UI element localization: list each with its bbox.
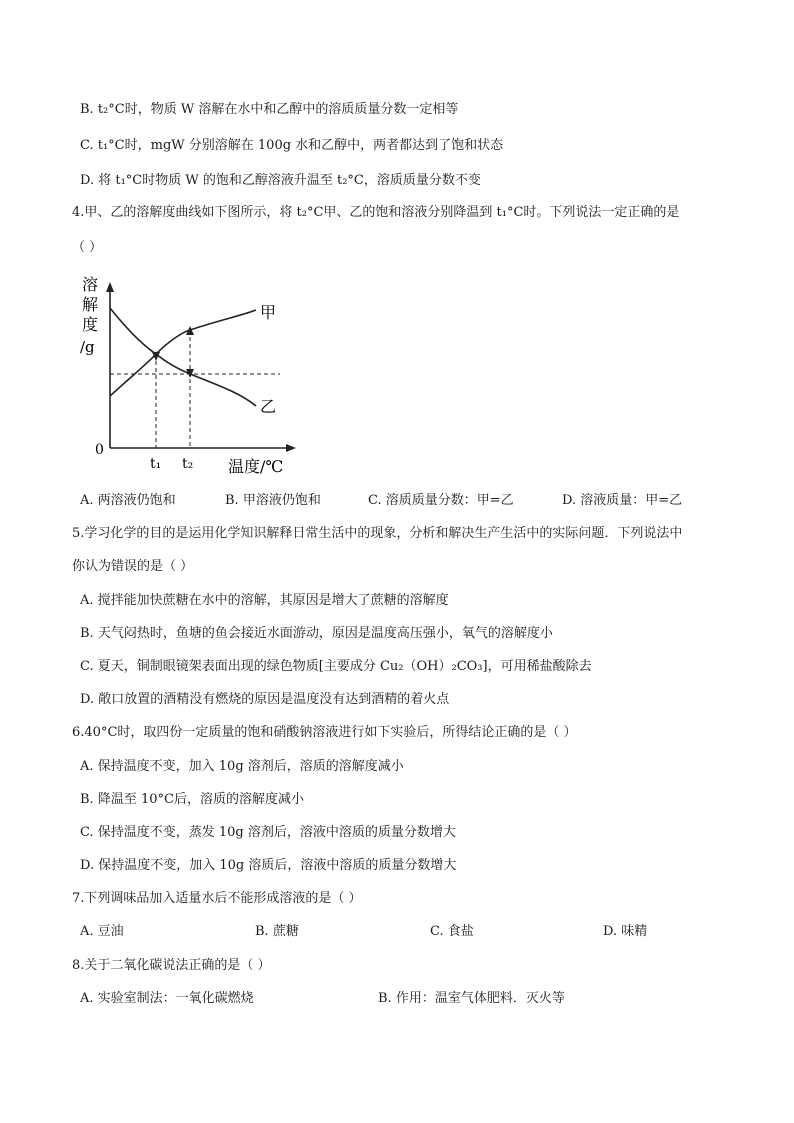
q4-option-d: D. 溶液质量：甲=乙 <box>562 493 683 508</box>
curve-yi <box>110 308 256 406</box>
q4-option-c: C. 溶质质量分数：甲=乙 <box>368 493 514 508</box>
tick-t2: t₂ <box>182 456 194 472</box>
series-label-yi: 乙 <box>260 397 277 416</box>
origin-label: 0 <box>95 442 104 458</box>
series-label-jia: 甲 <box>260 303 277 322</box>
q6-stem: 6.40°C时，取四份一定质量的饱和硝酸钠溶液进行如下实验后，所得结论正确的是（ ） <box>72 725 577 740</box>
q4-stem-line1: 4.甲、乙的溶解度曲线如下图所示，将 t₂°C甲、乙的饱和溶液分别降温到 t₁°C时。下列说法一定正确的是 <box>72 205 680 220</box>
q7-option-b: B. 蔗糖 <box>255 924 299 939</box>
q5-option-b: B. 天气闷热时，鱼塘的鱼会接近水面游动，原因是温度高压强小，氧气的溶解度小 <box>80 626 553 641</box>
q5-option-a: A. 搅拌能加快蔗糖在水中的溶解，其原因是增大了蔗糖的溶解度 <box>80 593 449 608</box>
q6-option-a: A. 保持温度不变，加入 10g 溶剂后，溶质的溶解度减小 <box>80 759 404 774</box>
solubility-chart <box>70 268 320 483</box>
q3-option-d: D. 将 t₁°C时物质 W 的饱和乙醇溶液升温至 t₂°C，溶质质量分数不变 <box>80 173 481 188</box>
q8-option-a: A. 实验室制法：一氧化碳燃烧 <box>80 991 254 1006</box>
q5-stem-line1: 5.学习化学的目的是运用化学知识解释日常生活中的现象，分析和解决生产生活中的实际问题．下列说法中 <box>72 526 683 541</box>
x-axis-arrow <box>286 444 296 452</box>
q5-stem-line2: 你认为错误的是（ ） <box>72 559 194 574</box>
q4-option-b: B. 甲溶液仍饱和 <box>225 493 321 508</box>
q7-stem: 7.下列调味品加入适量水后不能形成溶液的是（ ） <box>72 891 362 906</box>
y-axis-arrow <box>106 282 114 292</box>
q3-option-b: B. t₂°C时，物质 W 溶解在水中和乙醇中的溶质质量分数一定相等 <box>80 102 459 117</box>
q5-option-d: D. 敞口放置的酒精没有燃烧的原因是温度没有达到酒精的着火点 <box>80 692 450 707</box>
q5-option-c: C. 夏天，铜制眼镜架表面出现的绿色物质[主要成分 Cu₂（OH）₂CO₃]，可用稀盐酸除去 <box>80 659 592 674</box>
q4-option-a: A. 两溶液仍饱和 <box>80 493 176 508</box>
y-label-2: 解 <box>82 295 99 314</box>
q6-option-c: C. 保持温度不变，蒸发 10g 溶剂后，溶液中溶质的质量分数增大 <box>80 825 456 840</box>
y-label-3: 度 <box>82 315 99 334</box>
q3-option-c: C. t₁°C时，mgW 分别溶解在 100g 水和乙醇中，两者都达到了饱和状态 <box>80 138 504 153</box>
q6-option-d: D. 保持温度不变，加入 10g 溶质后，溶液中溶质的质量分数增大 <box>80 858 457 873</box>
q7-option-c: C. 食盐 <box>430 924 474 939</box>
curve-jia <box>110 310 256 396</box>
q7-option-a: A. 豆油 <box>80 924 124 939</box>
q7-option-d: D. 味精 <box>603 924 648 939</box>
y-label-1: 溶 <box>82 275 99 294</box>
tick-t1: t₁ <box>150 456 162 472</box>
x-axis-label: 温度/℃ <box>228 457 284 476</box>
q6-option-b: B. 降温至 10°C后，溶质的溶解度减小 <box>80 792 304 807</box>
q4-stem-line2: （ ） <box>72 240 103 255</box>
q8-stem: 8.关于二氧化碳说法正确的是（ ） <box>72 958 271 973</box>
y-label-4: /g <box>80 338 95 356</box>
q8-option-b: B. 作用：温室气体肥料．灭火等 <box>378 991 565 1006</box>
